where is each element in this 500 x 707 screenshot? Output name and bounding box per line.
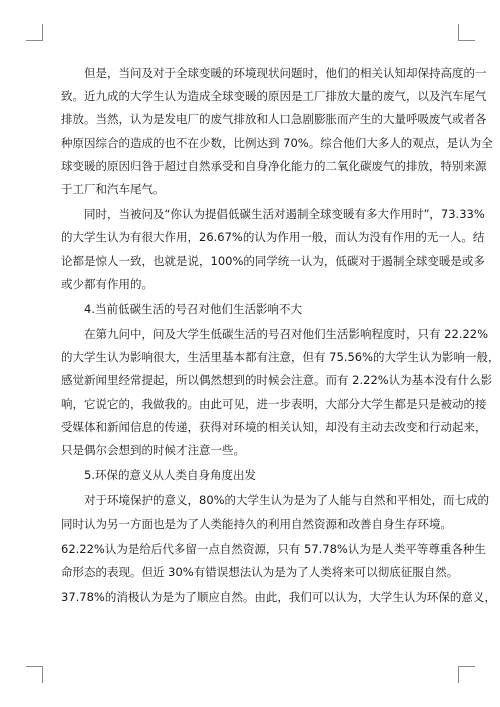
paragraph-line: 球变暖的原因归咎于超过自然承受和自身净化能力的二氧化碳废气的排放，特别来源 <box>61 158 487 173</box>
paragraph-line: 同时认为另一方面也是为了人类能持久的利用自然资源和改善自身生存环境。 <box>61 516 452 531</box>
paragraph-line: 于工厂和汽车尾气。 <box>61 181 165 196</box>
paragraph-line: 种原因综合的造成的也不在少数，比例达到 70%。综合他们大多人的观点，是认为全 <box>61 135 493 150</box>
paragraph-line: 受媒体和新闻信息的传递，获得对环境的相关认知，却没有主动去改变和行动起来， <box>61 419 487 434</box>
crop-mark-bottom-left <box>26 666 43 683</box>
section-heading: 4.当前低碳生活的号召对他们生活影响不大 <box>84 301 302 316</box>
paragraph-line: 排放。当然，认为是发电厂的废气排放和人口急剧膨胀而产生的大量呼吸废气或者各 <box>61 112 487 127</box>
crop-mark-bottom-right <box>458 666 475 683</box>
paragraph-line: 的大学生认为有很大作用，26.67%的认为作用一般，而认为没有作用的无一人。结 <box>61 230 485 245</box>
paragraph-line: 感觉新闻里经常提起，所以偶然想到的时候会注意。而有 2.22%认为基本没有什么影 <box>61 373 493 388</box>
paragraph-line: 致。近九成的大学生认为造成全球变暖的原因是工厂排放大量的废气，以及汽车尾气 <box>61 89 487 104</box>
paragraph-line: 只是偶尔会想到的时候才注意一些。 <box>61 443 245 457</box>
paragraph-line: 对于环境保护的意义，80%的大学生认为是为了人能与自然和平相处，而七成的 <box>84 493 490 508</box>
paragraph-line: 的大学生认为影响很大，生活里基本都有注意，但有 75.56%的大学生认为影响一般， <box>61 350 500 365</box>
paragraph-line: 论都是惊人一致，也就是说，100%的同学统一认为，低碳对于遏制全球变暖是或多 <box>61 253 485 268</box>
paragraph-line: 62.22%认为是给后代多留一点自然资源，只有 57.78%认为是人类平等尊重各种生 <box>61 541 486 556</box>
crop-mark-top-right <box>458 24 475 41</box>
paragraph-line: 在第九问中，问及大学生低碳生活的号召对他们生活影响程度时，只有 22.22% <box>84 327 489 342</box>
paragraph-line: 命形态的表现。但近 30%有错误想法认为是为了人类将来可以彻底征服自然。 <box>61 564 459 579</box>
document-body <box>61 62 500 609</box>
paragraph-line: 或少都有作用的。 <box>61 276 153 291</box>
crop-mark-top-left <box>26 24 43 41</box>
paragraph-line: 同时，当被问及“你认为提倡低碳生活对遏制全球变暖有多大作用时”，73.33% <box>84 207 485 222</box>
paragraph-line: 但是，当问及对于全球变暖的环境现状问题时，他们的相关认知却保持高度的一 <box>84 66 487 80</box>
section-heading: 5.环保的意义从人类自身角度出发 <box>84 468 256 483</box>
paragraph-line: 响，它说它的，我做我的。由此可见，进一步表明，大部分大学生都是只是被动的接 <box>61 396 487 411</box>
paragraph-line: 37.78%的消极认为是为了顺应自然。由此，我们可以认为，大学生认为环保的意义， <box>61 590 496 605</box>
